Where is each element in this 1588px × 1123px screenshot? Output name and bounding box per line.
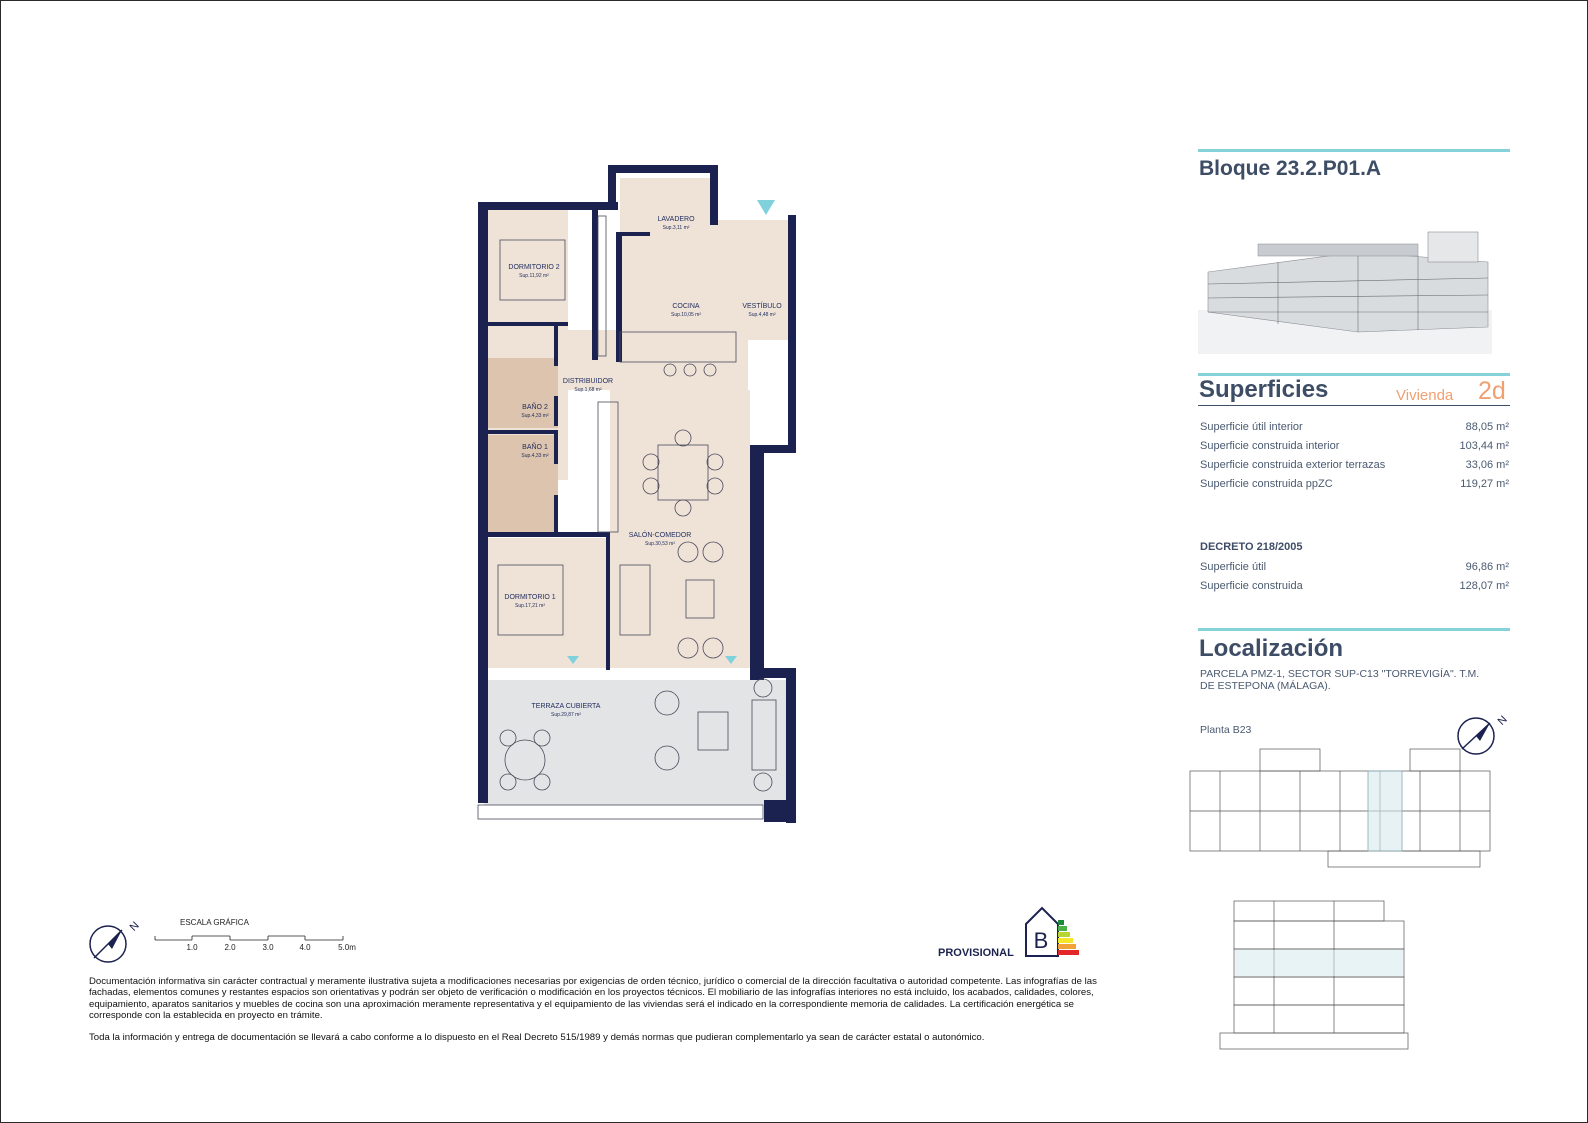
room-area-distribuidor: Sup.1,68 m²	[574, 387, 602, 393]
superficie-row	[1200, 440, 1509, 452]
address-line-1: PARCELA PMZ-1, SECTOR SUP-C13 "TORREVIGÍA". T.M.	[1200, 668, 1480, 680]
room-area-dormitorio-1: Sup.17,21 m²	[514, 603, 546, 609]
room-area-terraza: Sup.29,87 m²	[550, 712, 582, 718]
row-value: 103,44 m²	[1459, 440, 1509, 452]
north-arrow-icon	[84, 916, 144, 966]
room-area-salon: Sup.30,53 m²	[644, 541, 676, 547]
room-area-bano-1: Sup.4,33 m²	[521, 453, 549, 459]
plan-label: Planta B23	[1200, 724, 1252, 736]
room-fill-cocina-vestibulo	[620, 220, 790, 340]
row-label: Superficie útil	[1200, 561, 1267, 573]
block-title: Bloque 23.2.P01.A	[1199, 157, 1382, 180]
superficie-row	[1200, 478, 1509, 490]
scale-tick: 4.0	[299, 943, 311, 952]
rule-localizacion	[1198, 628, 1510, 631]
row-label: Superficie construida ppZC	[1200, 478, 1333, 490]
floor-plan	[470, 160, 810, 830]
superficies-title: Superficies	[1199, 376, 1329, 403]
row-value: 119,27 m²	[1460, 478, 1509, 490]
address-line-2: DE ESTEPONA (MÁLAGA).	[1200, 680, 1331, 692]
rule-top	[1198, 149, 1510, 152]
disclaimer-legal: Toda la información y entrega de documentación se llevará a cabo conforme a lo dispuesto en el Real Decreto 515/1989 y demás normas que pudieran complementarlo ya sean de carácter estatal o autonómico.	[89, 1032, 985, 1043]
row-value: 88,05 m²	[1465, 421, 1509, 433]
site-plan	[1178, 749, 1496, 877]
energy-label-icon	[1022, 906, 1080, 960]
scale-bar	[150, 930, 370, 954]
room-area-bano-2: Sup.4,33 m²	[521, 413, 549, 419]
scale-tick: 3.0	[262, 943, 274, 952]
scale-tick: 1.0	[186, 943, 198, 952]
scale-title: ESCALA GRÁFICA	[180, 918, 249, 927]
room-label-terraza: TERRAZA CUBIERTA	[531, 703, 601, 710]
row-value: 128,07 m²	[1459, 580, 1509, 592]
svg-text:B: B	[1033, 928, 1049, 953]
svg-text:N: N	[1495, 713, 1510, 728]
room-label-distribuidor: DISTRIBUIDOR	[562, 378, 614, 385]
room-label-cocina: COCINA	[672, 303, 700, 310]
energy-status: PROVISIONAL	[938, 947, 1014, 959]
room-fill-salon	[610, 390, 750, 668]
room-fill-dormitorio-1	[488, 538, 610, 668]
superficie-row	[1200, 421, 1509, 433]
room-label-dormitorio-1: DORMITORIO 1	[504, 594, 556, 601]
vivienda-label: Vivienda	[1396, 387, 1454, 404]
room-label-bano-1: BAÑO 1	[522, 444, 548, 451]
rule-thin	[1198, 405, 1510, 406]
row-label: Superficie construida	[1200, 580, 1303, 592]
row-label: Superficie útil interior	[1200, 421, 1303, 433]
room-area-vestibulo: Sup.4,48 m²	[748, 312, 776, 318]
room-area-dormitorio-2: Sup.11,92 m²	[519, 273, 549, 279]
row-label: Superficie construida interior	[1200, 440, 1340, 452]
room-area-lavadero: Sup.3,11 m²	[662, 225, 690, 231]
superficie-row	[1200, 459, 1509, 471]
decreto-row	[1200, 580, 1509, 592]
row-value: 96,86 m²	[1465, 561, 1509, 573]
room-label-lavadero: LAVADERO	[657, 216, 695, 223]
room-label-salon: SALÓN-COMEDOR	[628, 532, 692, 539]
room-label-bano-2: BAÑO 2	[522, 404, 548, 411]
terrace-edge	[478, 805, 763, 819]
row-label: Superficie construida exterior terrazas	[1200, 459, 1386, 471]
building-section	[1214, 893, 1414, 1051]
decreto-title: DECRETO 218/2005	[1200, 541, 1303, 553]
row-value: 33,06 m²	[1465, 459, 1509, 471]
room-fill-terraza	[484, 680, 790, 805]
room-label-dormitorio-2: DORMITORIO 2	[508, 264, 560, 271]
scale-tick: 2.0	[224, 943, 236, 952]
decreto-row	[1200, 561, 1509, 573]
localizacion-title: Localización	[1199, 635, 1344, 662]
room-label-vestibulo: VESTÍBULO	[742, 303, 782, 310]
building-render	[1198, 232, 1492, 356]
room-area-cocina: Sup.10,05 m²	[670, 312, 702, 318]
scale-tick: 5.0m	[338, 943, 356, 952]
svg-text:N: N	[127, 919, 142, 934]
disclaimer-main: Documentación informativa sin carácter contractual y meramente ilustrativa sujeta a modificaciones necesarias por exigencias de orden técnico, jurídico o comercial de la dirección facultativa o autoridad competente. Las infografías de las fachadas, elementos comunes y restantes espacios son orientativas y podrán ser objeto de verificación o modificación en los proyectos técnicos. El mobiliario de las infografías interiores no está incluido, los acabados, calidades, colores, equipamiento, aparatos sanitarios y muebles de cocina son una aproximación meramente representativa y el equipamiento de las viviendas será el indicado en la correspondiente memoria de calidades. La certificación energética se corresponde con la establecida en proyecto en trámite.	[89, 976, 1097, 1022]
vivienda-type: 2d	[1478, 377, 1506, 405]
